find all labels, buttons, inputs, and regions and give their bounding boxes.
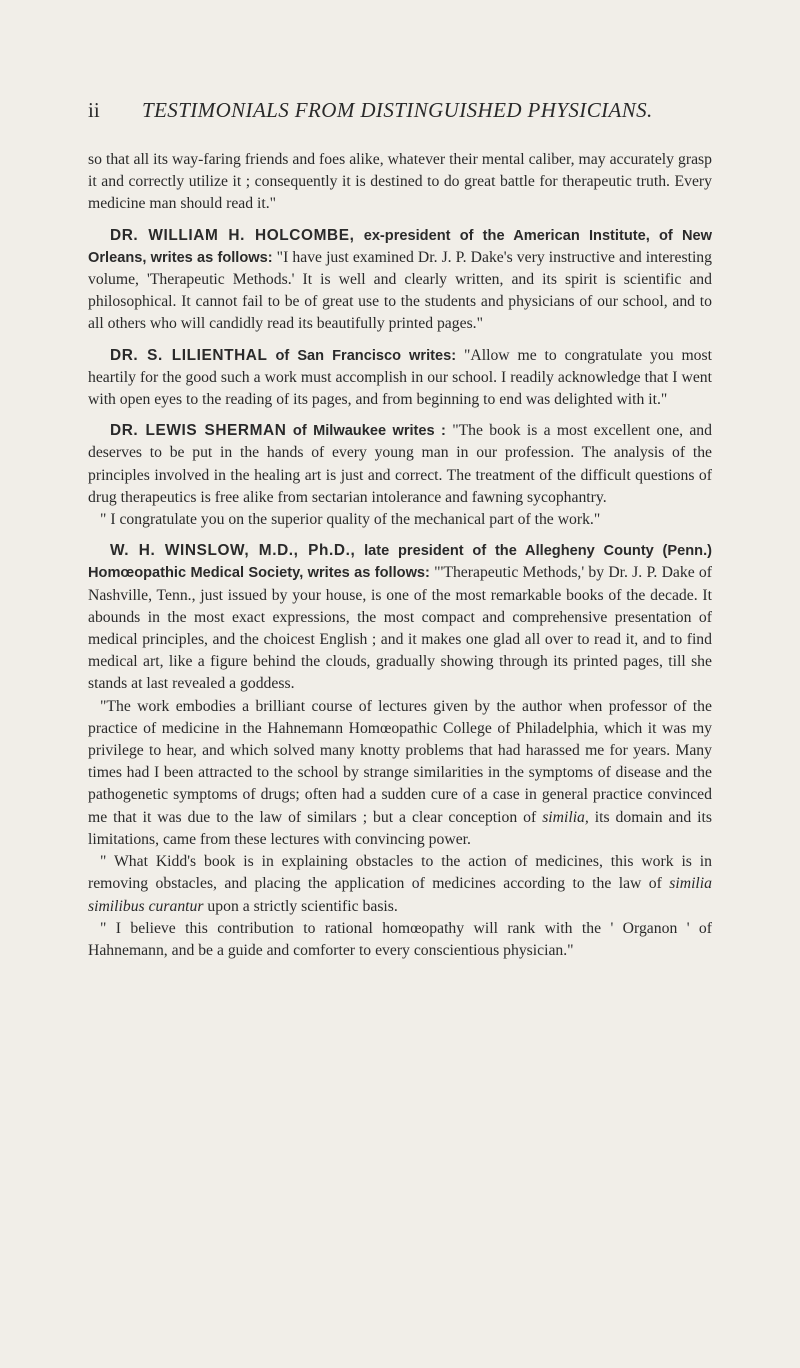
body-text (88, 149, 712, 962)
running-title: TESTIMONIALS FROM DISTINGUISHED PHYSICIANS. (142, 98, 653, 122)
testimonial-author: W. H. WINSLOW, M.D., Ph.D., (110, 542, 356, 560)
testimonial-winslow-kidd (88, 851, 712, 918)
testimonial-text: "Allow me to congratulate you most heartily for the good such a work must accomplish in our school. I readily acknowledge that I went with open eyes to the reading of its pages, and from beginning to end was delighted with it." (88, 346, 712, 409)
testimonial-text: "The book is a most excellent one, and deserves to be put in the hands of every young man in our profession. The analysis of the principles involved in the healing art is just and correct. The treatment of the difficult questions of drug therapeutics is free alike from sectarian intolerance and fawning sycophantry. (88, 422, 712, 506)
text-run: upon a strictly scientific basis. (203, 897, 398, 915)
testimonial-intro: late president of the Allegheny County (Penn.) Homœopathic Medical Society, writes as follows: (88, 543, 713, 582)
testimonial-author: DR. LEWIS SHERMAN (110, 422, 287, 440)
testimonial-text: "'Therapeutic Methods,' by Dr. J. P. Dake of Nashville, Tenn., just issued by your house, is one of the most remarkable books of the decade. It abounds in the most exact expressions, the most compact and comprehensive presentation of medical principles, and the choicest English ; and it makes one glad all over to read it, and to find medical art, like a figure behind the clouds, gradually showing through its printed pages, till she stands at last revealed a goddess. (88, 564, 712, 693)
running-head (88, 96, 712, 124)
latin-phrase: similia similibus curantur (88, 875, 712, 915)
testimonial-winslow-lectures (88, 696, 712, 851)
testimonial-sherman-continued: " I congratulate you on the superior quality of the mechanical part of the work." (100, 511, 601, 529)
latin-phrase: similia, (542, 808, 589, 826)
testimonial-author: DR. WILLIAM H. HOLCOMBE, (110, 226, 355, 244)
paragraph-continuation: so that all its way-faring friends and foes alike, whatever their mental caliber, may accurately grasp it and correctly utilize it ; consequently it is destined to do great battle for therapeutic truth. Every medicine man should read it." (88, 151, 712, 213)
testimonial-holcombe (88, 225, 712, 336)
testimonial-winslow (88, 540, 712, 695)
text-run: "The work embodies a brilliant course of lectures given by the author when professor of the practice of medicine in the Hahnemann Homœopathic College of Philadelphia, which it was my privilege to hear, and which solved many knotty problems that had harassed me for years. Many times had I been attracted to the school by strange similarities in the symptoms of disease and the pathogenetic symptoms of drugs; often had a sudden cure of a case in general practice convinced me that it was due to the law of similars ; but a clear conception of (88, 697, 712, 826)
testimonial-lilienthal (88, 345, 712, 412)
testimonial-text: "I have just examined Dr. J. P. Dake's very instructive and interesting volume, 'Therapeutic Methods.' It is well and clearly written, and its spirit is scientific and philosophical. It cannot fail to be of great use to the students and physicians of our school, and to all others who will candidly read its beautifully printed pages." (88, 248, 712, 333)
page-number: ii (88, 98, 100, 122)
testimonial-author: DR. S. LILIENTHAL (110, 346, 268, 364)
text-run: " What Kidd's book is in explaining obstacles to the action of medicines, this work is in removing obstacles, and placing the application of medicines according to the law of (88, 853, 712, 893)
testimonial-intro: ex-president of the American Institute, of New Orleans, writes as follows: (88, 227, 712, 266)
text-run: its domain and its limitations, came from these lectures with convincing power. (88, 808, 712, 848)
testimonial-intro: of Milwaukee writes : (286, 423, 446, 440)
testimonial-winslow-closing: " I believe this contribution to rational homœopathy will rank with the ' Organon ' of Hahnemann, and be a guide and comforter to every conscientious physician." (88, 919, 712, 959)
testimonial-sherman (88, 420, 712, 509)
testimonial-intro: of San Francisco writes: (267, 347, 457, 364)
